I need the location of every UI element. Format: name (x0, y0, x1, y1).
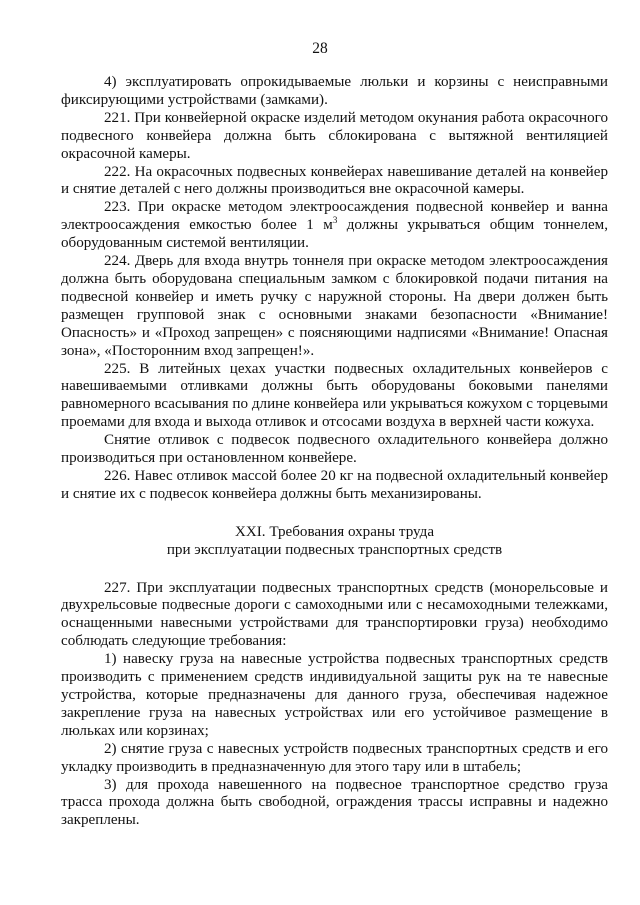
paragraph-224: 224. Дверь для входа внутрь тоннеля при окраске методом электроосаждения должна быть оборудована специальным замком с блокировкой подачи питания на подвесной конвейер и иметь ручку с наружной стороны. На двери должен быть размещен групповой знак с основными знаками безопасности «Внимание! Опасность» и «Проход запрещен» с поясняющими надписями «Внимание! Опасная зона», «Посторонним вход запрещен!». (61, 253, 608, 359)
section-heading (61, 524, 608, 560)
paragraph-226: 226. Навес отливок массой более 20 кг на подвесной охладительный конвейер и снятие их с подвесок конвейера должны быть механизированы. (61, 467, 608, 502)
paragraph-223-text-start: 223. При окраске методом электроосаждения подвесной конвейер и ванна электроосаждения емкостью более 1 м (61, 199, 608, 234)
paragraph-227: 227. При эксплуатации подвесных транспортных средств (монорельсовые и двухрельсовые подвесные дороги с самоходными или с несамоходными тележками, оснащенными навесными устройствами для транспортировки груза) необходимо соблюдать следующие требования: (61, 579, 608, 650)
paragraph-227-item-1: 1) навеску груза на навесные устройства подвесных транспортных средств производить с применением средств индивидуальной защиты рук на те навесные устройства, которые предназначены для данного груза, обеспечивая надежное закрепление груза на навесных устройствах или его устойчивое размещение в люльках или корзинах; (61, 651, 608, 739)
paragraph-227-item-3: 3) для прохода навешенного на подвесное транспортное средство груза трасса прохода должна быть свободной, ограждения трассы исправны и надежно закреплены. (61, 776, 608, 829)
page-number: 28 (312, 40, 328, 57)
paragraph-221: 221. При конвейерной окраске изделий методом окунания работа окрасочного подвесного конвейера должна быть сблокирована с вытяжной вентиляцией окрасочной камеры. (61, 109, 608, 162)
paragraph-223-text-end: должны укрываться общим тоннелем, оборудованным системой вентиляции. (61, 217, 609, 252)
paragraph-item-4: 4) эксплуатировать опрокидываемые люльки и корзины с неисправными фиксирующими устройствами (замками). (61, 74, 608, 108)
cubic-superscript: 3 (332, 215, 338, 226)
paragraph-227-item-2: 2) снятие груза с навесных устройств подвесных транспортных средств и его укладку производить в предназначенную для этого тару или в штабель; (61, 740, 608, 775)
paragraph-222: 222. На окрасочных подвесных конвейерах навешивание деталей на конвейер и снятие деталей с него должны производиться вне окрасочной камеры. (61, 163, 608, 198)
paragraph-225-continued: Снятие отливок с подвесок подвесного охладительного конвейера должно производиться при остановленном конвейере. (61, 432, 608, 467)
section-heading-line-2: при эксплуатации подвесных транспортных средств (166, 541, 503, 558)
paragraph-223 (61, 199, 608, 253)
paragraph-225: 225. В литейных цехах участки подвесных охладительных конвейеров с навешиваемыми отливками должны быть оборудованы боковыми панелями равномерного всасывания по длине конвейера или укрываться кожухом с торцевыми проемами для входа и выхода отливок и отсосами воздуха в верхней части кожуха. (61, 360, 608, 431)
section-heading-line-1: XXI. Требования охраны труда (234, 523, 435, 540)
document-body (61, 74, 608, 830)
